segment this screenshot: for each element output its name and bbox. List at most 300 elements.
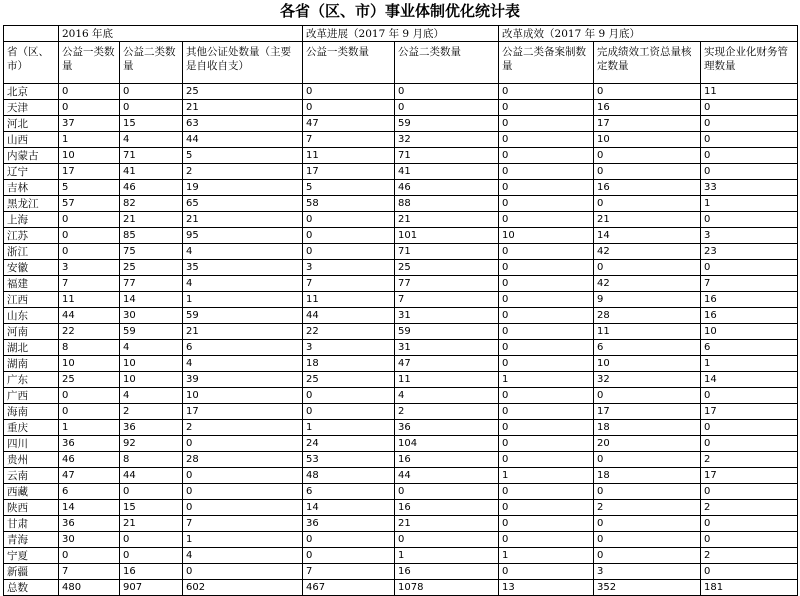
value-cell: 2 <box>701 500 798 516</box>
value-cell: 0 <box>59 548 120 564</box>
region-name-cell: 内蒙古 <box>4 148 59 164</box>
region-name-cell: 海南 <box>4 404 59 420</box>
value-cell: 17 <box>594 116 701 132</box>
value-cell: 14 <box>701 372 798 388</box>
region-name-cell: 江西 <box>4 292 59 308</box>
value-cell: 53 <box>303 452 395 468</box>
group-header-2016: 2016 年底 <box>59 26 303 42</box>
value-cell: 71 <box>395 244 499 260</box>
value-cell: 95 <box>183 228 303 244</box>
value-cell: 0 <box>499 180 594 196</box>
value-cell: 14 <box>594 228 701 244</box>
value-cell: 44 <box>395 468 499 484</box>
value-cell: 10 <box>59 148 120 164</box>
value-cell: 17 <box>183 404 303 420</box>
value-cell: 0 <box>499 196 594 212</box>
region-name-cell: 青海 <box>4 532 59 548</box>
value-cell: 14 <box>59 500 120 516</box>
column-header: 公益一类数量 <box>303 42 395 84</box>
region-name-cell: 山东 <box>4 308 59 324</box>
value-cell: 0 <box>395 532 499 548</box>
value-cell: 59 <box>183 308 303 324</box>
value-cell: 2 <box>183 164 303 180</box>
value-cell: 14 <box>120 292 183 308</box>
value-cell: 25 <box>120 260 183 276</box>
value-cell: 0 <box>183 564 303 580</box>
value-cell: 0 <box>499 356 594 372</box>
value-cell: 46 <box>59 452 120 468</box>
value-cell: 1 <box>499 548 594 564</box>
value-cell: 0 <box>701 420 798 436</box>
value-cell: 5 <box>59 180 120 196</box>
value-cell: 2 <box>395 404 499 420</box>
region-name-cell: 新疆 <box>4 564 59 580</box>
region-name-cell: 辽宁 <box>4 164 59 180</box>
value-cell: 21 <box>120 212 183 228</box>
value-cell: 16 <box>594 100 701 116</box>
value-cell: 2 <box>701 452 798 468</box>
value-cell: 0 <box>594 148 701 164</box>
table-row <box>4 420 798 436</box>
value-cell: 10 <box>120 372 183 388</box>
value-cell: 101 <box>395 228 499 244</box>
value-cell: 0 <box>303 228 395 244</box>
value-cell: 0 <box>499 148 594 164</box>
value-cell: 71 <box>120 148 183 164</box>
region-name-cell: 吉林 <box>4 180 59 196</box>
value-cell: 0 <box>594 164 701 180</box>
value-cell: 10 <box>701 324 798 340</box>
value-cell: 30 <box>59 532 120 548</box>
table-row <box>4 500 798 516</box>
value-cell: 58 <box>303 196 395 212</box>
value-cell: 77 <box>395 276 499 292</box>
value-cell: 0 <box>303 244 395 260</box>
value-cell: 0 <box>499 260 594 276</box>
value-cell: 33 <box>701 180 798 196</box>
column-header: 实现企业化财务管理数量 <box>701 42 798 84</box>
value-cell: 4 <box>183 548 303 564</box>
table-row <box>4 580 798 596</box>
table-row <box>4 516 798 532</box>
value-cell: 0 <box>701 260 798 276</box>
value-cell: 0 <box>701 388 798 404</box>
value-cell: 7 <box>59 564 120 580</box>
region-name-cell: 广西 <box>4 388 59 404</box>
value-cell: 9 <box>594 292 701 308</box>
value-cell: 47 <box>303 116 395 132</box>
value-cell: 1 <box>701 356 798 372</box>
value-cell: 0 <box>701 116 798 132</box>
column-header: 公益二类数量 <box>120 42 183 84</box>
table-row <box>4 84 798 100</box>
value-cell: 0 <box>59 100 120 116</box>
value-cell: 6 <box>183 340 303 356</box>
table-row <box>4 564 798 580</box>
value-cell: 85 <box>120 228 183 244</box>
value-cell: 16 <box>395 564 499 580</box>
value-cell: 48 <box>303 468 395 484</box>
value-cell: 0 <box>701 532 798 548</box>
value-cell: 0 <box>59 404 120 420</box>
value-cell: 3 <box>59 260 120 276</box>
value-cell: 11 <box>303 148 395 164</box>
value-cell: 0 <box>594 532 701 548</box>
value-cell: 0 <box>701 436 798 452</box>
value-cell: 0 <box>594 260 701 276</box>
value-cell: 10 <box>499 228 594 244</box>
value-cell: 16 <box>395 500 499 516</box>
value-cell: 14 <box>303 500 395 516</box>
table-row <box>4 356 798 372</box>
value-cell: 1 <box>183 532 303 548</box>
value-cell: 11 <box>303 292 395 308</box>
value-cell: 63 <box>183 116 303 132</box>
region-name-cell: 山西 <box>4 132 59 148</box>
value-cell: 602 <box>183 580 303 596</box>
value-cell: 21 <box>395 516 499 532</box>
value-cell: 0 <box>499 420 594 436</box>
value-cell: 0 <box>499 132 594 148</box>
value-cell: 21 <box>594 212 701 228</box>
value-cell: 3 <box>303 260 395 276</box>
value-cell: 17 <box>594 404 701 420</box>
value-cell: 0 <box>499 308 594 324</box>
value-cell: 0 <box>499 244 594 260</box>
value-cell: 88 <box>395 196 499 212</box>
value-cell: 8 <box>120 452 183 468</box>
value-cell: 17 <box>303 164 395 180</box>
value-cell: 71 <box>395 148 499 164</box>
value-cell: 25 <box>59 372 120 388</box>
region-name-cell: 黑龙江 <box>4 196 59 212</box>
table-row <box>4 116 798 132</box>
value-cell: 21 <box>395 212 499 228</box>
value-cell: 7 <box>59 276 120 292</box>
value-cell: 0 <box>499 164 594 180</box>
value-cell: 36 <box>120 420 183 436</box>
region-name-cell: 江苏 <box>4 228 59 244</box>
value-cell: 20 <box>594 436 701 452</box>
table-row <box>4 164 798 180</box>
column-header: 省（区、市） <box>4 42 59 84</box>
value-cell: 0 <box>701 100 798 116</box>
value-cell: 3 <box>303 340 395 356</box>
value-cell: 59 <box>120 324 183 340</box>
value-cell: 18 <box>303 356 395 372</box>
value-cell: 0 <box>499 100 594 116</box>
value-cell: 0 <box>701 132 798 148</box>
value-cell: 1 <box>59 132 120 148</box>
value-cell: 24 <box>303 436 395 452</box>
value-cell: 32 <box>395 132 499 148</box>
value-cell: 4 <box>183 244 303 260</box>
value-cell: 47 <box>59 468 120 484</box>
value-cell: 36 <box>59 436 120 452</box>
value-cell: 0 <box>701 564 798 580</box>
value-cell: 22 <box>59 324 120 340</box>
value-cell: 59 <box>395 324 499 340</box>
value-cell: 47 <box>395 356 499 372</box>
region-name-cell: 福建 <box>4 276 59 292</box>
table-row <box>4 212 798 228</box>
value-cell: 1 <box>303 420 395 436</box>
group-header-row <box>4 26 798 42</box>
value-cell: 0 <box>120 484 183 500</box>
value-cell: 0 <box>701 148 798 164</box>
table-row <box>4 148 798 164</box>
value-cell: 4 <box>183 276 303 292</box>
table-row <box>4 484 798 500</box>
value-cell: 7 <box>701 276 798 292</box>
value-cell: 0 <box>303 404 395 420</box>
value-cell: 25 <box>183 84 303 100</box>
value-cell: 37 <box>59 116 120 132</box>
value-cell: 0 <box>120 100 183 116</box>
value-cell: 0 <box>59 388 120 404</box>
table-row <box>4 260 798 276</box>
value-cell: 0 <box>59 244 120 260</box>
table-row <box>4 180 798 196</box>
value-cell: 82 <box>120 196 183 212</box>
value-cell: 480 <box>59 580 120 596</box>
value-cell: 0 <box>59 84 120 100</box>
value-cell: 0 <box>183 484 303 500</box>
value-cell: 36 <box>395 420 499 436</box>
value-cell: 0 <box>120 84 183 100</box>
value-cell: 15 <box>120 500 183 516</box>
value-cell: 0 <box>499 564 594 580</box>
column-header: 公益二类备案制数量 <box>499 42 594 84</box>
table-row <box>4 452 798 468</box>
value-cell: 10 <box>183 388 303 404</box>
value-cell: 31 <box>395 340 499 356</box>
value-cell: 352 <box>594 580 701 596</box>
value-cell: 1078 <box>395 580 499 596</box>
table-row <box>4 340 798 356</box>
region-name-cell: 天津 <box>4 100 59 116</box>
value-cell: 17 <box>701 468 798 484</box>
value-cell: 21 <box>183 324 303 340</box>
value-cell: 0 <box>499 516 594 532</box>
value-cell: 0 <box>120 548 183 564</box>
region-name-cell: 河南 <box>4 324 59 340</box>
value-cell: 1 <box>59 420 120 436</box>
value-cell: 3 <box>594 564 701 580</box>
value-cell: 30 <box>120 308 183 324</box>
value-cell: 2 <box>120 404 183 420</box>
value-cell: 0 <box>594 388 701 404</box>
region-name-cell: 甘肃 <box>4 516 59 532</box>
value-cell: 41 <box>120 164 183 180</box>
value-cell: 907 <box>120 580 183 596</box>
value-cell: 4 <box>120 132 183 148</box>
value-cell: 4 <box>395 388 499 404</box>
region-name-cell: 安徽 <box>4 260 59 276</box>
value-cell: 16 <box>120 564 183 580</box>
value-cell: 13 <box>499 580 594 596</box>
value-cell: 0 <box>303 84 395 100</box>
value-cell: 22 <box>303 324 395 340</box>
value-cell: 42 <box>594 276 701 292</box>
group-header-progress: 改革进展（2017 年 9 月底） <box>303 26 499 42</box>
region-name-cell: 浙江 <box>4 244 59 260</box>
value-cell: 92 <box>120 436 183 452</box>
value-cell: 0 <box>395 100 499 116</box>
region-name-cell: 四川 <box>4 436 59 452</box>
value-cell: 0 <box>499 212 594 228</box>
value-cell: 181 <box>701 580 798 596</box>
value-cell: 42 <box>594 244 701 260</box>
value-cell: 0 <box>303 532 395 548</box>
column-header: 公益二类数量 <box>395 42 499 84</box>
value-cell: 0 <box>303 548 395 564</box>
column-header: 公益一类数量 <box>59 42 120 84</box>
value-cell: 75 <box>120 244 183 260</box>
value-cell: 17 <box>59 164 120 180</box>
region-name-cell: 贵州 <box>4 452 59 468</box>
table-row <box>4 132 798 148</box>
table-row <box>4 308 798 324</box>
value-cell: 28 <box>594 308 701 324</box>
value-cell: 35 <box>183 260 303 276</box>
value-cell: 0 <box>499 116 594 132</box>
value-cell: 21 <box>183 100 303 116</box>
value-cell: 0 <box>701 516 798 532</box>
value-cell: 4 <box>183 356 303 372</box>
region-name-cell: 陕西 <box>4 500 59 516</box>
value-cell: 0 <box>701 484 798 500</box>
region-name-cell: 云南 <box>4 468 59 484</box>
value-cell: 0 <box>395 84 499 100</box>
value-cell: 7 <box>183 516 303 532</box>
value-cell: 467 <box>303 580 395 596</box>
table-row <box>4 292 798 308</box>
value-cell: 7 <box>303 276 395 292</box>
column-header-row <box>4 42 798 84</box>
value-cell: 0 <box>499 484 594 500</box>
region-name-cell: 重庆 <box>4 420 59 436</box>
value-cell: 0 <box>499 324 594 340</box>
value-cell: 2 <box>183 420 303 436</box>
value-cell: 21 <box>120 516 183 532</box>
value-cell: 15 <box>120 116 183 132</box>
value-cell: 16 <box>594 180 701 196</box>
value-cell: 18 <box>594 420 701 436</box>
value-cell: 11 <box>395 372 499 388</box>
group-header-results: 改革成效（2017 年 9 月底） <box>499 26 798 42</box>
value-cell: 11 <box>594 324 701 340</box>
value-cell: 46 <box>120 180 183 196</box>
value-cell: 0 <box>594 548 701 564</box>
table-title: 各省（区、市）事业体制优化统计表 <box>279 2 520 20</box>
region-name-cell: 湖南 <box>4 356 59 372</box>
value-cell: 77 <box>120 276 183 292</box>
value-cell: 0 <box>303 100 395 116</box>
region-name-cell: 湖北 <box>4 340 59 356</box>
table-row <box>4 548 798 564</box>
value-cell: 16 <box>701 292 798 308</box>
value-cell: 16 <box>701 308 798 324</box>
column-header: 完成绩效工资总量核定数量 <box>594 42 701 84</box>
value-cell: 28 <box>183 452 303 468</box>
value-cell: 0 <box>499 388 594 404</box>
value-cell: 17 <box>701 404 798 420</box>
value-cell: 0 <box>594 196 701 212</box>
value-cell: 65 <box>183 196 303 212</box>
value-cell: 11 <box>701 84 798 100</box>
value-cell: 44 <box>59 308 120 324</box>
table-row <box>4 388 798 404</box>
value-cell: 46 <box>395 180 499 196</box>
value-cell: 1 <box>701 196 798 212</box>
value-cell: 1 <box>395 548 499 564</box>
value-cell: 0 <box>499 404 594 420</box>
value-cell: 0 <box>303 212 395 228</box>
table-row <box>4 372 798 388</box>
value-cell: 2 <box>594 500 701 516</box>
value-cell: 0 <box>701 212 798 228</box>
value-cell: 7 <box>303 564 395 580</box>
region-name-cell: 广东 <box>4 372 59 388</box>
value-cell: 0 <box>499 452 594 468</box>
value-cell: 44 <box>183 132 303 148</box>
value-cell: 2 <box>701 548 798 564</box>
value-cell: 4 <box>120 388 183 404</box>
value-cell: 7 <box>395 292 499 308</box>
value-cell: 0 <box>499 500 594 516</box>
value-cell: 1 <box>183 292 303 308</box>
value-cell: 10 <box>120 356 183 372</box>
table-row <box>4 468 798 484</box>
value-cell: 0 <box>499 292 594 308</box>
value-cell: 0 <box>594 452 701 468</box>
value-cell: 11 <box>59 292 120 308</box>
value-cell: 19 <box>183 180 303 196</box>
value-cell: 0 <box>183 436 303 452</box>
table-row <box>4 532 798 548</box>
value-cell: 31 <box>395 308 499 324</box>
value-cell: 18 <box>594 468 701 484</box>
value-cell: 0 <box>701 164 798 180</box>
value-cell: 59 <box>395 116 499 132</box>
value-cell: 23 <box>701 244 798 260</box>
value-cell: 3 <box>701 228 798 244</box>
value-cell: 57 <box>59 196 120 212</box>
table-row <box>4 276 798 292</box>
value-cell: 6 <box>59 484 120 500</box>
table-row <box>4 228 798 244</box>
value-cell: 0 <box>395 484 499 500</box>
table-row <box>4 244 798 260</box>
value-cell: 5 <box>303 180 395 196</box>
value-cell: 10 <box>594 356 701 372</box>
value-cell: 32 <box>594 372 701 388</box>
table-row <box>4 100 798 116</box>
value-cell: 25 <box>303 372 395 388</box>
region-name-cell: 西藏 <box>4 484 59 500</box>
column-header: 其他公证处数量（主要是自收自支） <box>183 42 303 84</box>
value-cell: 0 <box>594 516 701 532</box>
region-name-cell: 河北 <box>4 116 59 132</box>
value-cell: 39 <box>183 372 303 388</box>
value-cell: 0 <box>183 500 303 516</box>
table-row <box>4 196 798 212</box>
value-cell: 6 <box>701 340 798 356</box>
value-cell: 0 <box>499 436 594 452</box>
table-row <box>4 404 798 420</box>
value-cell: 25 <box>395 260 499 276</box>
